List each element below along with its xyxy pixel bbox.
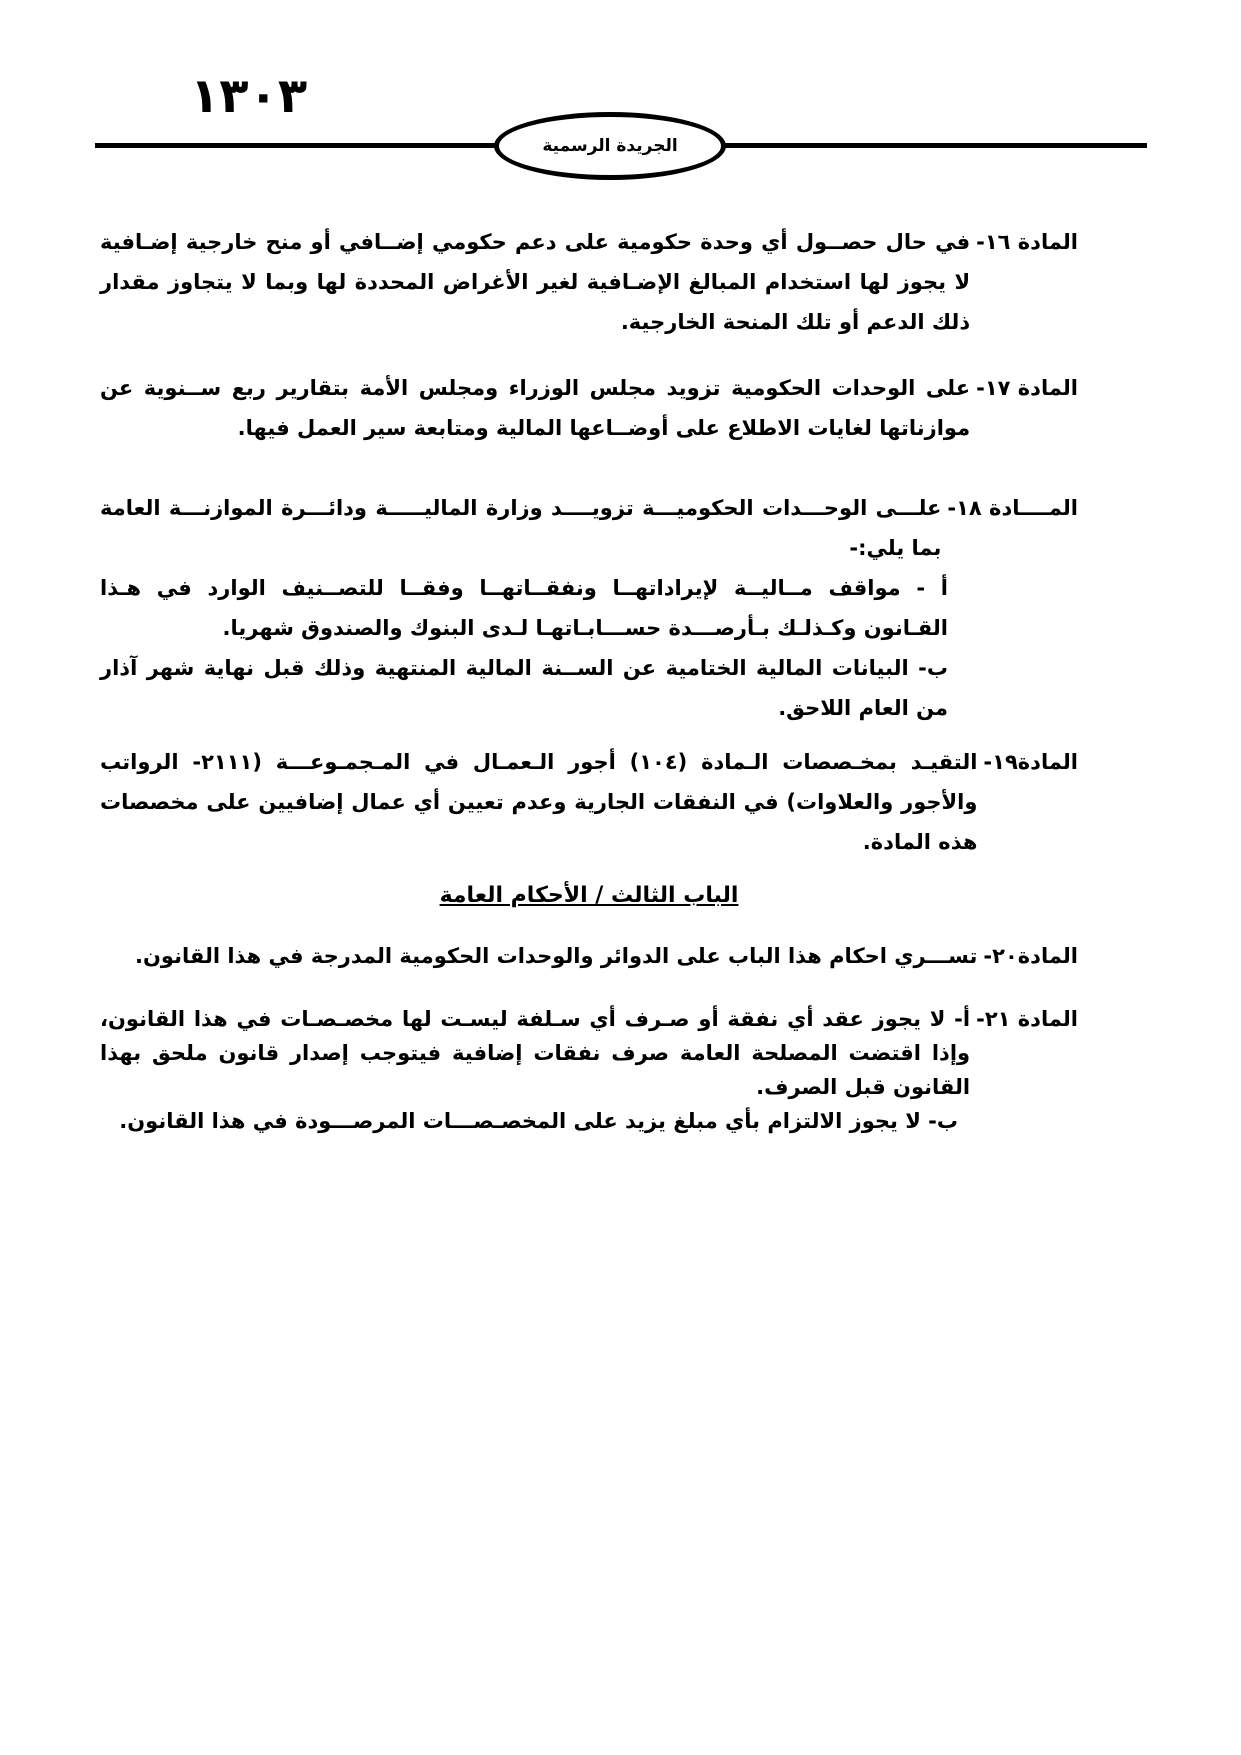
article-21-item-b: ب- لا يجوز الالتزام بأي مبلغ يزيد على المخصـصـــات المرصـــودة في هذا القانون. [119,1109,958,1133]
article-18-item-a: أ - مواقف مــاليــة لإيراداتهــا ونفقــاتهــا وفقــا للتصــنيف الوارد في هـذا القـانون وكـذلـك بـأرصـــدة حســـابـاتهـا لـدى البنوك والصندوق شهريا. [100,576,948,640]
article-label: المادة٢٠- [983,944,1078,968]
article-label: المادة١٩- [983,750,1078,774]
article-16 [100,222,1078,342]
article-18 [100,488,1078,568]
article-text: علـــى الوحـــدات الحكوميـــة تزويــــد وزارة الماليـــــة ودائـــرة الموازنـــة العامة بما يلي:- [100,496,942,560]
page-number: ١٣٠٣ [190,68,308,124]
article-text: على الوحدات الحكومية تزويد مجلس الوزراء ومجلس الأمة بتقارير ربع ســنوية عن موازناتها لغايات الاطلاع على أوضــاعها المالية ومتابعة سير العمل فيها. [100,376,971,440]
article-label: المادة ١٦- [976,230,1078,254]
article-17 [100,368,1078,448]
article-text: التقيـد بمخـصصات الـمادة (١٠٤) أجور الـعمـال في المـجمـوعـــة (٢١١١- الرواتب والأجور والعلاوات) في النفقات الجارية وعدم تعيين أي عمال إضافيين على مخصصات هذه المادة. [100,750,978,854]
article-text: في حال حصــول أي وحدة حكومية على دعم حكومي إضــافي أو منح خارجية إضـافية لا يجوز لها استخدام المبالغ الإضـافية لغير الأغراض المحددة لها وبما لا يتجاوز مقدار ذلك الدعم أو تلك المنحة الخارجية. [100,230,971,334]
article-label: المادة ١٧- [976,376,1078,400]
document-body [100,222,1078,1138]
article-18-item-b: ب- البيانات المالية الختامية عن الســنة المالية المنتهية وذلك قبل نهاية شهر آذار من العام اللاحق. [100,656,948,720]
article-text: أ- لا يجوز عقد أي نفقة أو صـرف أي سـلفة ليسـت لها مخصـصـات في هذا القانون، وإذا اقتضت المصلحة العامة صرف نفقات إضافية فيتوجب إصدار قانون ملحق بهذا القانون قبل الصرف. [100,1007,971,1099]
article-21 [100,1002,1078,1104]
article-label: المــــادة ١٨- [947,496,1078,520]
article-label: المادة ٢١- [976,1007,1078,1031]
article-20 [100,936,1078,976]
article-text: تســـري احكام هذا الباب على الدوائر والوحدات الحكومية المدرجة في هذا القانون. [135,944,978,968]
gazette-name-badge: الجريدة الرسمية [494,112,726,180]
article-19 [100,742,1078,862]
section-title: الباب الثالث / الأحكام العامة [439,883,739,908]
